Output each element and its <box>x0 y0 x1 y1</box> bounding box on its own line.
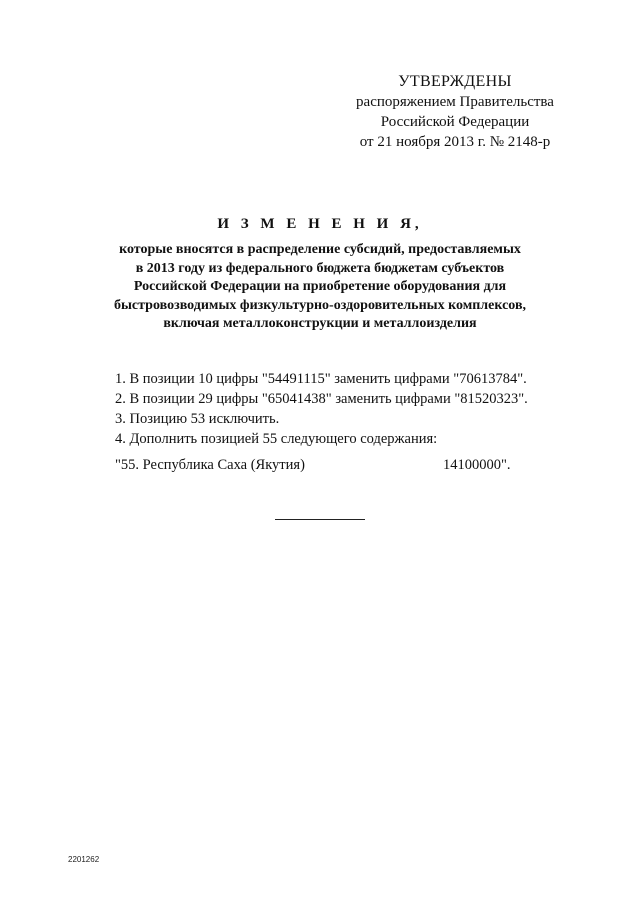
approval-line-3: от 21 ноября 2013 г. № 2148-р <box>359 134 551 150</box>
amendment-item-1: 1. В позиции 10 цифры "54491115" заменить цифрами "70613784". <box>115 371 527 387</box>
amendment-item-3: 3. Позицию 53 исключить. <box>115 411 280 427</box>
approval-title: УТВЕРЖДЕНЫ <box>398 73 512 90</box>
amendment-list <box>115 369 585 449</box>
addition-region-name: "55. Республика Саха (Якутия) <box>115 457 305 473</box>
approval-line-1: распоряжением Правительства <box>356 94 554 110</box>
approval-line-2: Российской Федерации <box>380 114 530 130</box>
subtitle-line-1: которые вносятся в распределение субсидий, предоставляемых <box>119 242 521 257</box>
subtitle-line-3: Российской Федерации на приобретение оборудования для <box>133 279 507 294</box>
subtitle-line-2: в 2013 году из федерального бюджета бюджетам субъектов <box>135 260 505 276</box>
addition-amount: 14100000". <box>443 457 511 473</box>
subtitle-line-5: включая металлоконструкции и металлоизделия <box>163 316 477 331</box>
document-title: И З М Е Н Е Н И Я, <box>217 216 423 232</box>
amendment-item-4: 4. Дополнить позицией 55 следующего содержания: <box>115 431 438 447</box>
separator-line <box>275 519 365 520</box>
document-subtitle <box>60 241 580 334</box>
amendment-item-2: 2. В позиции 29 цифры "65041438" заменить цифрами "81520323". <box>115 391 528 407</box>
footer-document-code: 2201262 <box>68 855 100 864</box>
subtitle-line-4: быстровозводимых физкультурно-оздоровительных комплексов, <box>113 297 527 313</box>
approval-block <box>330 72 580 152</box>
document-heading <box>60 216 580 334</box>
